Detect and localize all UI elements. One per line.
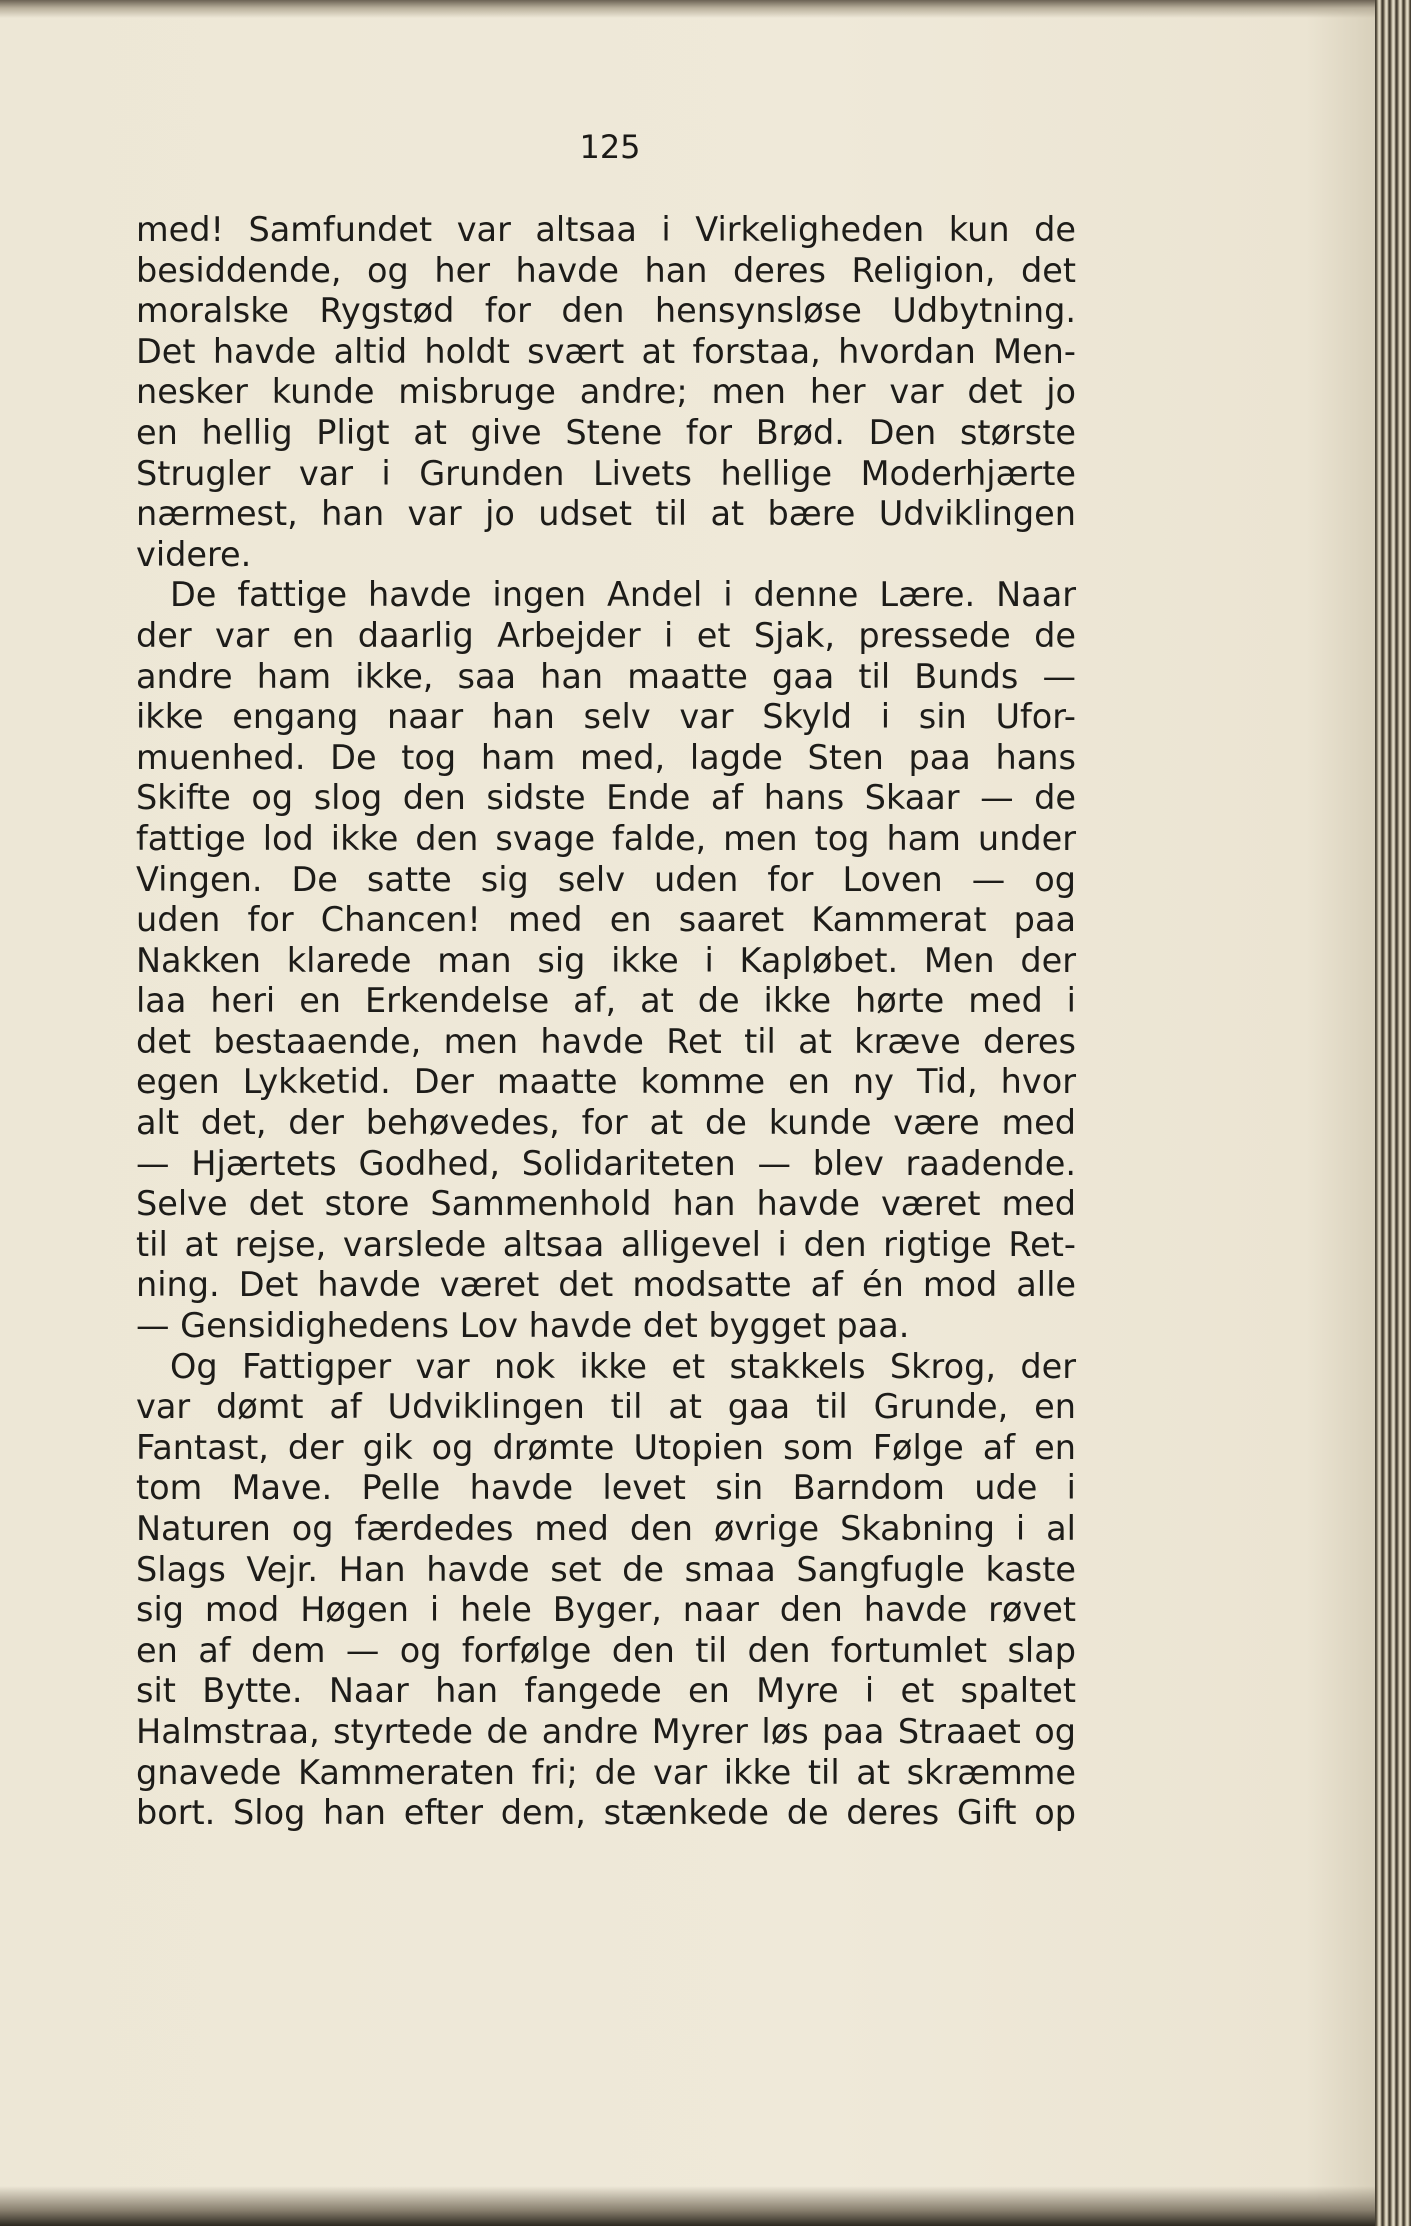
text-line: moralske Rygstød for den hensynsløse Udbytning.: [136, 291, 1076, 331]
text-line: med! Samfundet var altsaa i Virkeligheden kun de: [136, 210, 1076, 249]
text-line: nesker kunde misbruge andre; men her var det jo: [136, 372, 1076, 412]
text-line: en hellig Pligt at give Stene for Brød. Den største: [136, 412, 1076, 452]
page-number: 125: [579, 128, 641, 166]
text-line: Og Fattigper var nok ikke et stakkels Skrog, der: [170, 1346, 1076, 1386]
text-line: — Gensidighedens Lov havde det bygget paa.: [136, 1306, 910, 1346]
top-edge-shadow: [0, 0, 1375, 18]
text-line: muenhed. De tog ham med, lagde Sten paa hans: [136, 737, 1076, 777]
text-line: en af dem — og forfølge den til den fortumlet slap: [136, 1630, 1076, 1670]
text-line: Strugler var i Grunden Livets hellige Moderhjærte: [136, 453, 1076, 493]
bottom-edge-shadow: [0, 2186, 1375, 2226]
text-line: alt det, der behøvedes, for at de kunde være med: [136, 1103, 1076, 1143]
text-line: tom Mave. Pelle havde levet sin Barndom ude i: [136, 1468, 1076, 1508]
text-line: Fantast, der gik og drømte Utopien som Følge af en: [136, 1427, 1076, 1467]
text-line: Det havde altid holdt svært at forstaa, hvordan Men-: [136, 331, 1076, 371]
text-line: til at rejse, varslede altsaa alligevel i den rigtige Ret-: [136, 1224, 1076, 1264]
page-stack-edge: [1375, 0, 1411, 2226]
text-line: sig mod Høgen i hele Byger, naar den havde røvet: [136, 1590, 1076, 1630]
text-line: uden for Chancen! med en saaret Kammerat paa: [136, 900, 1076, 940]
text-line: Slags Vejr. Han havde set de smaa Sangfugle kaste: [136, 1549, 1076, 1589]
text-line: De fattige havde ingen Andel i denne Lære. Naar: [170, 575, 1076, 615]
text-line: fattige lod ikke den svage falde, men tog ham under: [136, 818, 1076, 858]
text-line: det bestaaende, men havde Ret til at kræve deres: [136, 1021, 1076, 1061]
body-text: [136, 210, 1076, 1834]
text-line: Nakken klarede man sig ikke i Kapløbet. Men der: [136, 940, 1076, 980]
text-line: der var en daarlig Arbejder i et Sjak, pressede de: [136, 615, 1076, 655]
text-line: besiddende, og her havde han deres Religion, det: [136, 250, 1076, 290]
text-line: gnavede Kammeraten fri; de var ikke til at skræmme: [136, 1752, 1076, 1792]
text-line: ikke engang naar han selv var Skyld i sin Ufor-: [136, 697, 1076, 737]
text-line: Selve det store Sammenhold han havde været med: [136, 1184, 1076, 1224]
text-line: egen Lykketid. Der maatte komme en ny Tid, hvor: [136, 1062, 1076, 1102]
text-line: nærmest, han var jo udset til at bære Udviklingen: [136, 494, 1076, 534]
text-line: var dømt af Udviklingen til at gaa til Grunde, en: [136, 1387, 1076, 1427]
text-line: Naturen og færdedes med den øvrige Skabning i al: [136, 1509, 1076, 1548]
text-line: videre.: [136, 534, 252, 574]
text-line: bort. Slog han efter dem, stænkede de deres Gift op: [136, 1793, 1076, 1833]
text-line: andre ham ikke, saa han maatte gaa til Bunds —: [136, 656, 1076, 696]
text-line: Skifte og slog den sidste Ende af hans Skaar — de: [136, 778, 1076, 818]
text-line: laa heri en Erkendelse af, at de ikke hørte med i: [136, 981, 1076, 1021]
text-line: ning. Det havde været det modsatte af én mod alle: [136, 1265, 1076, 1305]
text-line: Halmstraa, styrtede de andre Myrer løs paa Straaet og: [136, 1711, 1076, 1751]
text-line: — Hjærtets Godhed, Solidariteten — blev raadende.: [136, 1143, 1076, 1183]
text-line: Vingen. De satte sig selv uden for Loven — og: [136, 859, 1076, 899]
text-line: sit Bytte. Naar han fangede en Myre i et spaltet: [136, 1671, 1076, 1711]
